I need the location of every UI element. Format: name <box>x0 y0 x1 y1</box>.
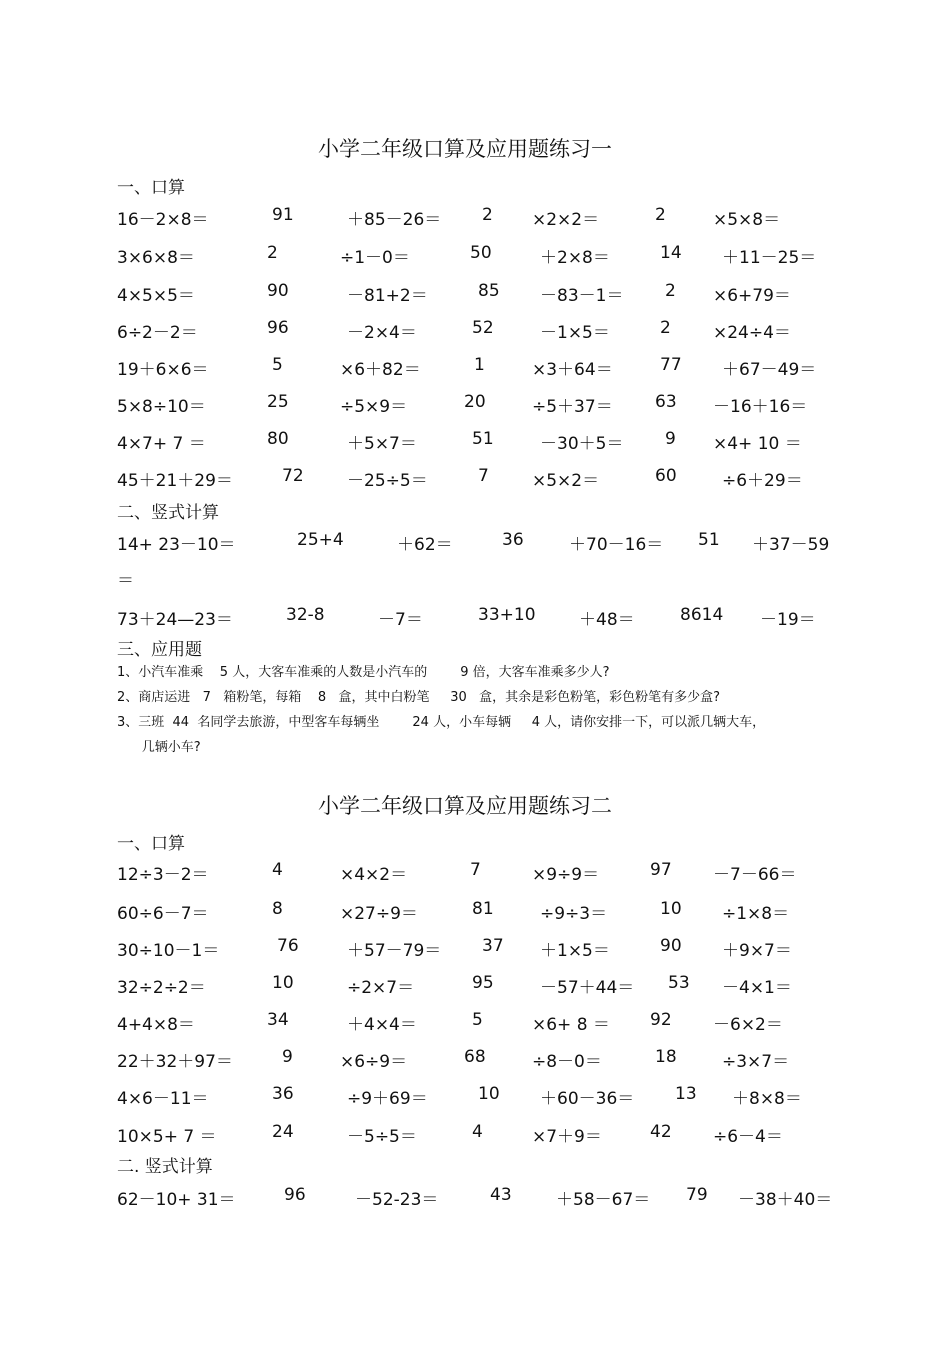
oral-cell: ×4+ 10 ＝ <box>713 434 802 454</box>
oral-cell: ×9÷9＝ <box>532 865 600 885</box>
oral-cell: 97 <box>650 860 672 880</box>
vertical-cell: ＋37－59 <box>752 535 830 555</box>
vertical-cell: 32-8 <box>286 605 325 625</box>
oral-cell: 5×8÷10＝ <box>117 397 206 417</box>
oral-cell: －4×1＝ <box>722 978 792 998</box>
vertical-cell: －19＝ <box>760 610 816 630</box>
oral-cell: 10 <box>478 1084 500 1104</box>
oral-row <box>0 466 950 490</box>
oral-cell: 24 <box>272 1122 294 1142</box>
oral-cell: ÷5×9＝ <box>340 397 408 417</box>
section-1-word-heading: 三、应用题 <box>117 640 202 660</box>
oral-cell: 77 <box>660 355 682 375</box>
oral-cell: ÷9＋69＝ <box>347 1089 428 1109</box>
oral-cell: 14 <box>660 243 682 263</box>
oral-cell: 3×6×8＝ <box>117 248 195 268</box>
oral-cell: 2 <box>482 205 493 225</box>
oral-cell: 95 <box>472 973 494 993</box>
oral-cell: ＋67－49＝ <box>722 360 817 380</box>
oral-cell: －1×5＝ <box>540 323 610 343</box>
section-2-title: 小学二年级口算及应用题练习二 <box>318 794 612 818</box>
vertical-cell: 14+ 23－10＝ <box>117 535 236 555</box>
vertical-cell: 51 <box>698 530 720 550</box>
vertical-cell: 96 <box>284 1185 306 1205</box>
oral-cell: ＋60－36＝ <box>540 1089 635 1109</box>
section-1-oral-heading: 一、口算 <box>117 178 185 198</box>
oral-cell: ×6+ 8 ＝ <box>532 1015 610 1035</box>
oral-cell: 96 <box>267 318 289 338</box>
oral-cell: 85 <box>478 281 500 301</box>
oral-row <box>0 355 950 379</box>
oral-cell: ＋57－79＝ <box>347 941 442 961</box>
oral-cell: ÷8－0＝ <box>532 1052 602 1072</box>
oral-cell: 52 <box>472 318 494 338</box>
oral-cell: 4+4×8＝ <box>117 1015 195 1035</box>
oral-cell: 1 <box>474 355 485 375</box>
oral-cell: －5÷5＝ <box>347 1127 417 1147</box>
oral-row <box>0 899 950 923</box>
vertical-cell: ＋48＝ <box>579 610 635 630</box>
oral-cell: 20 <box>464 392 486 412</box>
oral-cell: ÷6＋29＝ <box>722 471 803 491</box>
oral-row <box>0 281 950 305</box>
oral-cell: 53 <box>668 973 690 993</box>
section-2-oral-heading: 一、口算 <box>117 834 185 854</box>
oral-cell: 60 <box>655 466 677 486</box>
oral-cell: ＋5×7＝ <box>347 434 417 454</box>
vertical-row <box>0 1185 950 1209</box>
oral-cell: －16＋16＝ <box>713 397 808 417</box>
oral-cell: ＋85－26＝ <box>347 210 442 230</box>
oral-cell: 37 <box>482 936 504 956</box>
oral-cell: 10 <box>272 973 294 993</box>
oral-cell: 80 <box>267 429 289 449</box>
oral-cell: 4 <box>272 860 283 880</box>
oral-cell: ÷1－0＝ <box>340 248 410 268</box>
oral-cell: ÷5＋37＝ <box>532 397 613 417</box>
word-problem: 1、小汽车准乘 5 人，大客车准乘的人数是小汽车的 9 倍，大客车准乘多少人? <box>117 665 610 680</box>
oral-cell: 68 <box>464 1047 486 1067</box>
oral-cell: 7 <box>470 860 481 880</box>
oral-cell: ÷2×7＝ <box>347 978 415 998</box>
oral-cell: ＋2×8＝ <box>540 248 610 268</box>
vertical-row <box>0 605 950 629</box>
vertical-cell: 36 <box>502 530 524 550</box>
vertical-cell: －52-23＝ <box>355 1190 439 1210</box>
oral-cell: 76 <box>277 936 299 956</box>
oral-cell: 45＋21＋29＝ <box>117 471 233 491</box>
oral-cell: 4×7+ 7 ＝ <box>117 434 206 454</box>
oral-cell: 2 <box>660 318 671 338</box>
oral-cell: ×4×2＝ <box>340 865 408 885</box>
oral-cell: 9 <box>282 1047 293 1067</box>
oral-cell: 2 <box>665 281 676 301</box>
vertical-cell: 8614 <box>680 605 724 625</box>
oral-cell: 50 <box>470 243 492 263</box>
section-2-vertical-heading: 二. 竖式计算 <box>117 1157 213 1177</box>
oral-cell: 2 <box>267 243 278 263</box>
oral-row <box>0 1122 950 1146</box>
vertical-cell: 25+4 <box>297 530 344 550</box>
oral-cell: 91 <box>272 205 294 225</box>
oral-cell: 81 <box>472 899 494 919</box>
oral-cell: 51 <box>472 429 494 449</box>
oral-cell: ×3＋64＝ <box>532 360 613 380</box>
oral-cell: －57＋44＝ <box>540 978 635 998</box>
vertical-cell: －38＋40＝ <box>738 1190 833 1210</box>
vertical-cell: ＋62＝ <box>397 535 453 555</box>
oral-cell: 30÷10－1＝ <box>117 941 220 961</box>
oral-cell: ＋9×7＝ <box>722 941 792 961</box>
oral-row <box>0 205 950 229</box>
oral-cell: 4×6－11＝ <box>117 1089 209 1109</box>
oral-cell: －7－66＝ <box>713 865 797 885</box>
oral-cell: ×6＋82＝ <box>340 360 421 380</box>
oral-cell: 4 <box>472 1122 483 1142</box>
oral-cell: －25÷5＝ <box>347 471 428 491</box>
vertical-cell: 43 <box>490 1185 512 1205</box>
oral-cell: －83－1＝ <box>540 286 624 306</box>
oral-cell: ×24÷4＝ <box>713 323 791 343</box>
oral-cell: 72 <box>282 466 304 486</box>
oral-cell: ＋1×5＝ <box>540 941 610 961</box>
oral-cell: 90 <box>660 936 682 956</box>
oral-cell: 2 <box>655 205 666 225</box>
vertical-cell: 79 <box>686 1185 708 1205</box>
oral-row <box>0 1084 950 1108</box>
word-problem: 几辆小车? <box>117 740 201 755</box>
oral-cell: ÷3×7＝ <box>722 1052 790 1072</box>
oral-cell: 22＋32＋97＝ <box>117 1052 233 1072</box>
oral-cell: 13 <box>675 1084 697 1104</box>
oral-row <box>0 973 950 997</box>
oral-cell: ×2×2＝ <box>532 210 600 230</box>
oral-cell: 25 <box>267 392 289 412</box>
oral-cell: 63 <box>655 392 677 412</box>
oral-cell: 8 <box>272 899 283 919</box>
oral-cell: 19＋6×6＝ <box>117 360 209 380</box>
oral-cell: ×5×8＝ <box>713 210 781 230</box>
oral-cell: ＋4×4＝ <box>347 1015 417 1035</box>
oral-cell: 5 <box>472 1010 483 1030</box>
word-problem: 2、商店运进 7 箱粉笔，每箱 8 盒，其中白粉笔 30 盒，其余是彩色粉笔，彩色粉笔有多少盒? <box>117 690 721 705</box>
oral-cell: ×5×2＝ <box>532 471 600 491</box>
oral-row <box>0 936 950 960</box>
oral-cell: ×7＋9＝ <box>532 1127 602 1147</box>
vertical-cell: ＋58－67＝ <box>556 1190 651 1210</box>
oral-cell: 90 <box>267 281 289 301</box>
oral-cell: 16－2×8＝ <box>117 210 209 230</box>
oral-cell: ÷6－4＝ <box>713 1127 783 1147</box>
oral-cell: ÷1×8＝ <box>722 904 790 924</box>
oral-cell: 12÷3－2＝ <box>117 865 209 885</box>
oral-cell: －30＋5＝ <box>540 434 624 454</box>
vertical-cell: 62－10+ 31＝ <box>117 1190 236 1210</box>
oral-row <box>0 1010 950 1034</box>
oral-cell: 60÷6－7＝ <box>117 904 209 924</box>
oral-cell: 5 <box>272 355 283 375</box>
oral-row <box>0 1047 950 1071</box>
vertical-row <box>0 530 950 554</box>
vertical-cell: 33+10 <box>478 605 536 625</box>
oral-cell: ×27÷9＝ <box>340 904 418 924</box>
oral-cell: －2×4＝ <box>347 323 417 343</box>
oral-cell: 10 <box>660 899 682 919</box>
oral-cell: 18 <box>655 1047 677 1067</box>
oral-cell: ＋8×8＝ <box>732 1089 802 1109</box>
vertical-cell: －7＝ <box>378 610 423 630</box>
oral-cell: ×6+79＝ <box>713 286 791 306</box>
oral-row <box>0 318 950 342</box>
oral-cell: 36 <box>272 1084 294 1104</box>
oral-row <box>0 392 950 416</box>
section-1-vertical-heading: 二、竖式计算 <box>117 503 219 523</box>
oral-cell: 9 <box>665 429 676 449</box>
oral-cell: 7 <box>478 466 489 486</box>
oral-cell: 34 <box>267 1010 289 1030</box>
oral-row <box>0 429 950 453</box>
oral-row <box>0 243 950 267</box>
oral-cell: ÷9÷3＝ <box>540 904 608 924</box>
oral-cell: 92 <box>650 1010 672 1030</box>
oral-cell: 42 <box>650 1122 672 1142</box>
oral-row <box>0 860 950 884</box>
vertical-cell: ＝ <box>117 571 134 591</box>
vertical-row <box>0 566 950 590</box>
oral-cell: 32÷2÷2＝ <box>117 978 206 998</box>
oral-cell: 10×5+ 7 ＝ <box>117 1127 217 1147</box>
vertical-cell: 73＋24—23＝ <box>117 610 233 630</box>
word-problem: 3、三班 44 名同学去旅游，中型客车每辆坐 24 人，小车每辆 4 人，请你安排一下，可以派几辆大车， <box>117 715 766 730</box>
oral-cell: ×6÷9＝ <box>340 1052 408 1072</box>
section-1-title: 小学二年级口算及应用题练习一 <box>318 137 612 161</box>
oral-cell: 6÷2－2＝ <box>117 323 198 343</box>
oral-cell: －6×2＝ <box>713 1015 783 1035</box>
oral-cell: ＋11－25＝ <box>722 248 817 268</box>
oral-cell: 4×5×5＝ <box>117 286 195 306</box>
oral-cell: －81+2＝ <box>347 286 428 306</box>
vertical-cell: ＋70－16＝ <box>569 535 664 555</box>
